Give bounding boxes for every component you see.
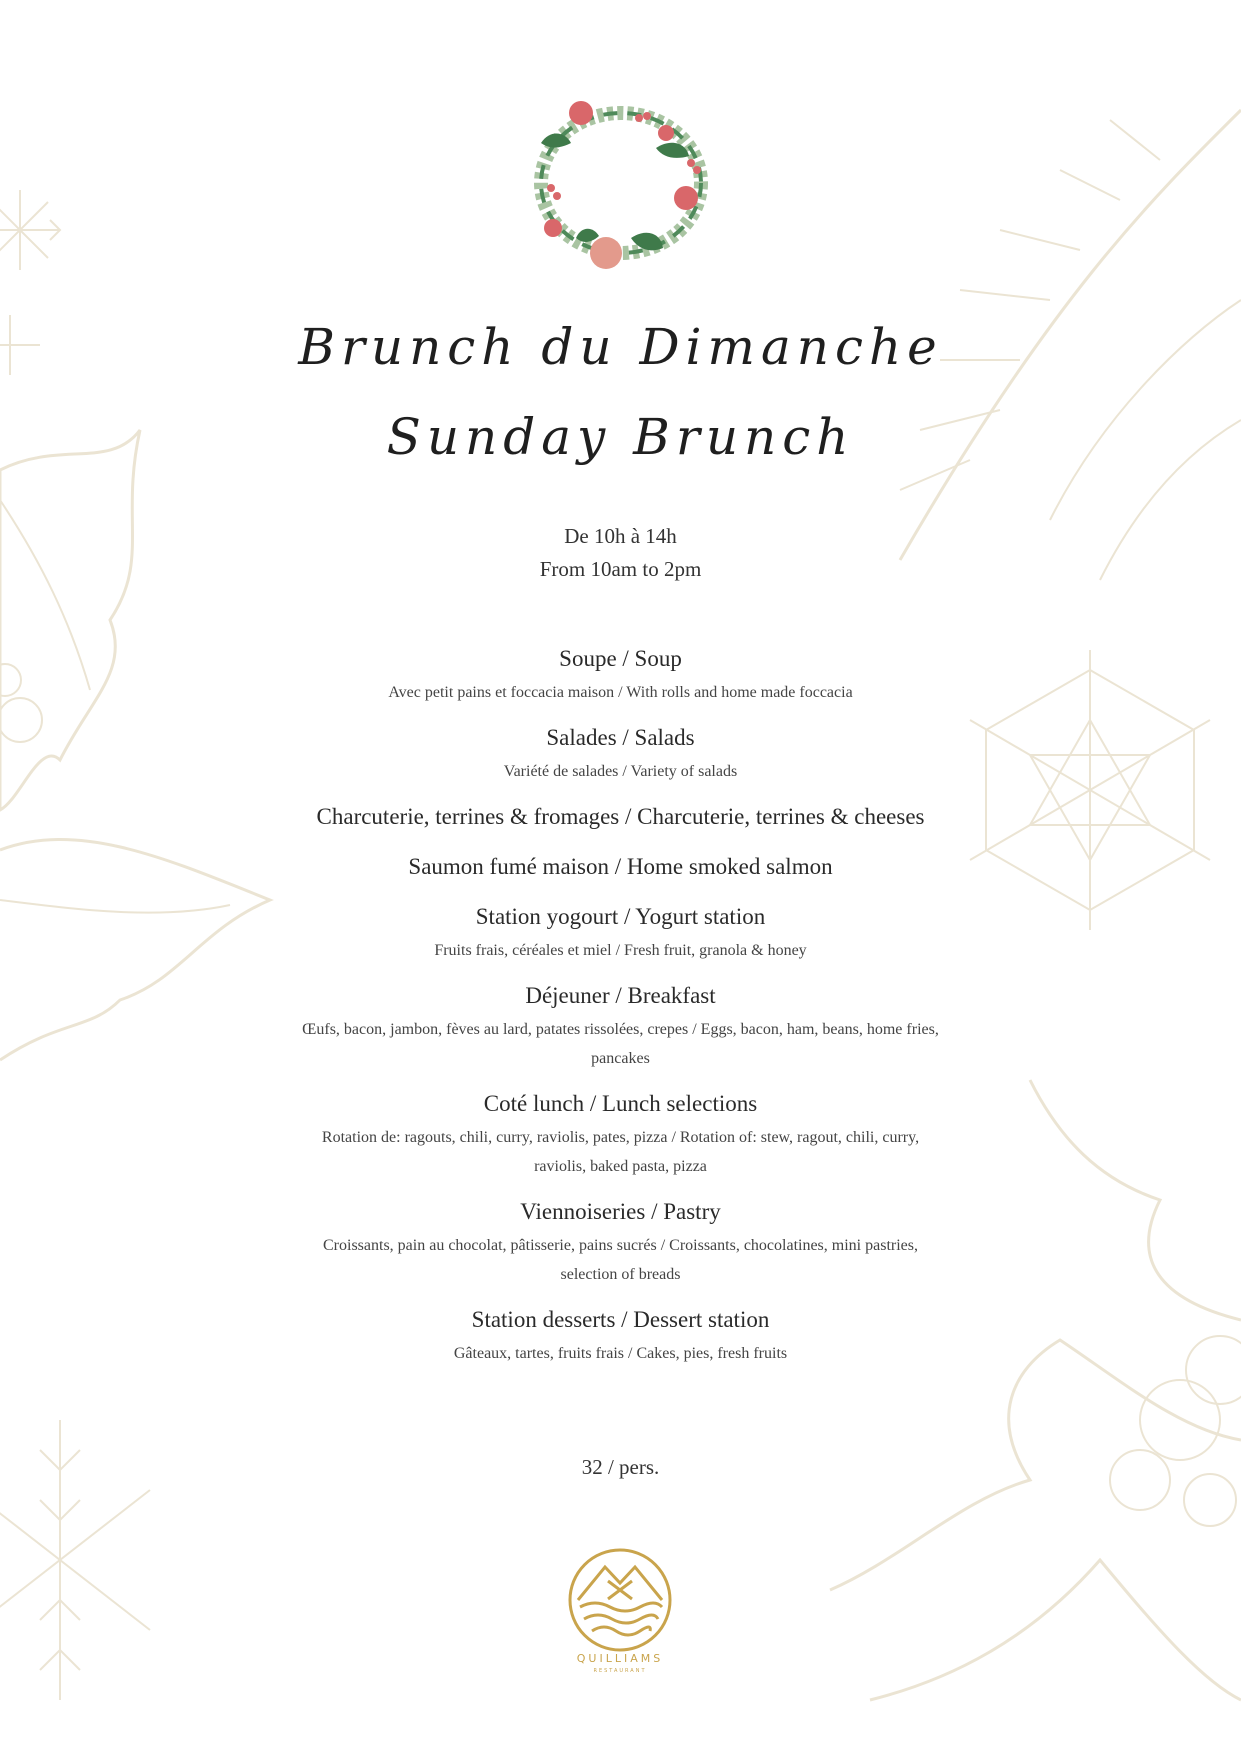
menu-section-smoked-salmon: [300, 848, 941, 886]
price: 32 / pers.: [581, 1455, 660, 1479]
section-description: Fruits frais, céréales et miel / Fresh fruit, granola & honey: [434, 942, 807, 959]
section-description: Avec petit pains et foccacia maison / With rolls and home made foccacia: [388, 684, 853, 701]
menu-title-english: Sunday Brunch: [386, 408, 855, 466]
hours-french: De 10h à 14h: [564, 524, 677, 548]
section-name: Déjeuner / Breakfast: [525, 983, 716, 1008]
section-name: Station desserts / Dessert station: [471, 1307, 770, 1332]
section-name: Saumon fumé maison / Home smoked salmon: [408, 854, 833, 879]
menu-section-yogurt: [300, 898, 941, 965]
section-name: Viennoiseries / Pastry: [520, 1199, 721, 1224]
section-name: Coté lunch / Lunch selections: [483, 1091, 758, 1116]
menu-section-salads: [300, 719, 941, 786]
section-name: Salades / Salads: [546, 725, 695, 750]
menu-section-charcuterie: [300, 798, 941, 836]
section-name: Charcuterie, terrines & fromages / Charcuterie, terrines & cheeses: [316, 804, 925, 829]
menu-section-lunch: [300, 1085, 941, 1181]
christmas-wreath-icon: [511, 88, 731, 278]
menu-section-breakfast: [300, 977, 941, 1073]
quilliams-logo-icon: [560, 1545, 681, 1675]
section-description: Croissants, pain au chocolat, pâtisserie, pains sucrés / Croissants, chocolatines, mini pastries, selection of breads: [323, 1237, 918, 1283]
svg-text:QUILLIAMS: QUILLIAMS: [576, 1652, 664, 1665]
section-description: Rotation de: ragouts, chili, curry, raviolis, pates, pizza / Rotation of: stew, ragout, chili, curry, raviolis, baked pasta, pizza: [321, 1129, 920, 1175]
section-description: Variété de salades / Variety of salads: [503, 763, 738, 780]
section-description: Œufs, bacon, jambon, fèves au lard, patates rissolées, crepes / Eggs, bacon, ham, beans, home fries, pancakes: [302, 1021, 939, 1067]
menu-section-desserts: [300, 1301, 941, 1368]
section-name: Station yogourt / Yogurt station: [475, 904, 766, 929]
section-description: Gâteaux, tartes, fruits frais / Cakes, pies, fresh fruits: [453, 1345, 788, 1362]
menu-title-french: Brunch du Dimanche: [298, 318, 943, 376]
hours-english: From 10am to 2pm: [539, 557, 702, 581]
menu-sections: [300, 640, 941, 1380]
section-name: Soupe / Soup: [559, 646, 682, 671]
menu-section-pastry: [300, 1193, 941, 1289]
menu-section-soup: [300, 640, 941, 707]
svg-text:RESTAURANT: RESTAURANT: [593, 1668, 647, 1674]
